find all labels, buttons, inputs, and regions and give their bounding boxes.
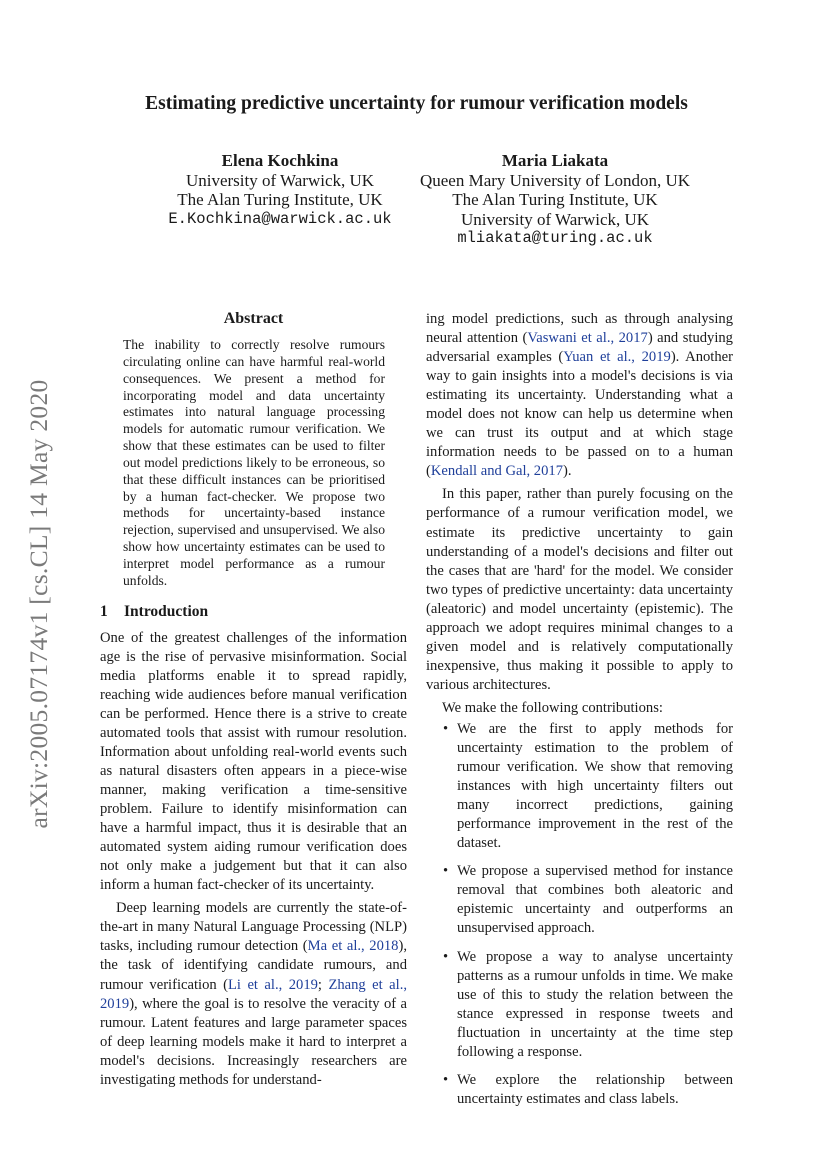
list-item: • We propose a supervised method for instance removal that combines both aleatoric and epistemic uncertainty and outperforms an unsupervised approach.: [426, 862, 733, 938]
author-affiliation: University of Warwick, UK: [460, 209, 650, 229]
author-affiliation: Queen Mary University of London, UK: [419, 170, 691, 190]
contributions-intro: We make the following contributions:: [442, 699, 663, 716]
citation-link[interactable]: Yuan et al., 2019: [563, 349, 671, 366]
section-number: 1: [100, 602, 108, 620]
author-affiliation: The Alan Turing Institute, UK: [452, 190, 658, 209]
intro-paragraph-4: In this paper, rather than purely focusing on the performance of a rumour verification model, we estimate its predictive uncertainty to gain understanding of a model's decisions and filter out the cases that are 'hard' for the model. We consider two types of predictive uncertainty: data uncertainty (aleatoric) and model uncertainty (epistemic). The approach we adopt requires minimal changes to a given model and is relatively computationally inexpensive, thus making it possible to apply to various architectures.: [426, 486, 733, 693]
citation-link[interactable]: Vaswani et al., 2017: [527, 330, 648, 347]
intro-paragraph-2: Deep learning models are currently the state-of-the-art in many Natural Language Processing (NLP) tasks, including rumour detection (Ma et al., 2018), the task of identifying candidate rumours, and rumour verification (Li et al., 2019; Zhang et al., 2019), where the goal is to resolve the veracity of a rumour. Latent features and large parameter spaces of deep learning models make it hard to interpret a model's decisions. Increasingly researchers are investigating methods for understand-: [100, 900, 407, 1088]
intro-paragraph-1: One of the greatest challenges of the information age is the rise of pervasive misinformation. Social media platforms enable it to spread rapidly, reaching wide audiences before manual verification can be performed. Hence there is a strive to create automated tools that assist with rumour resolution. Information about unfolding real-world events such as natural disasters often appears in a piece-wise manner, making verification a time-sensitive problem. Failure to identify misinformation can have a harmful impact, thus it is desirable that an automated system aiding rumour verification does not only make a judgement but that it can also inform a human fact-checker of its uncertainty.: [100, 629, 407, 894]
author-email: E.Kochkina@warwick.ac.uk: [168, 209, 392, 228]
list-item: • We explore the relationship between uncertainty estimates and class labels.: [426, 1071, 733, 1109]
section-title: Introduction: [124, 602, 209, 620]
citation-link[interactable]: Ma et al., 2018: [307, 938, 399, 955]
author-name: Maria Liakata: [501, 151, 609, 170]
citation-link[interactable]: Zhang et al., 2019: [100, 976, 407, 1012]
arxiv-sidebar-stamp: [22, 357, 56, 851]
author-affiliation: The Alan Turing Institute, UK: [177, 190, 383, 209]
intro-paragraph-3: ing model predictions, such as through analysing neural attention (Vaswani et al., 2017) and studying adversarial examples (Yuan et al., 2019). Another way to gain insights into a model's decisions is via estimating its uncertainty. Understanding what a model does not know can help us determine when we can trust its output and at which stage information needs to be passed on to a human (Kendall and Gal, 2017).: [426, 311, 733, 480]
author-email: mliakata@turing.ac.uk: [457, 229, 653, 247]
paper-title: Estimating predictive uncertainty for rumour verification models: [145, 93, 688, 114]
list-item: • We propose a way to analyse uncertainty patterns as a rumour unfolds in time. We make use of this to study the relation between the stance expressed in response tweets and fluctuation in uncertainty at the time step following a response.: [426, 948, 733, 1062]
abstract-heading: Abstract: [223, 310, 284, 327]
contributions-list: [426, 720, 733, 1109]
author-block-2: [410, 151, 700, 249]
author-affiliation: University of Warwick, UK: [185, 170, 375, 190]
abstract-text: The inability to correctly resolve rumours circulating online can have harmful real-world consequences. We present a method for incorporating model and data uncertainty estimates into natural language processing models for automatic rumour verification. We show that these estimates can be used to filter out model predictions likely to be erroneous, so that these difficult instances can be prioritised by a human fact-checker. We propose two methods for uncertainty-based instance rejection, supervised and unsupervised. We also show how uncertainty estimates can be used to interpret model performance as a rumour unfolds.: [123, 337, 385, 588]
list-item: • We are the first to apply methods for uncertainty estimation to the problem of rumour verification. We show that removing instances with high uncertainty filters out many incorrect predictions, gaining performance improvement in the rest of the dataset.: [426, 720, 733, 853]
author-name: Elena Kochkina: [221, 151, 339, 170]
author-block-1: [150, 151, 410, 229]
section-heading-introduction: [100, 603, 407, 621]
citation-link[interactable]: Kendall and Gal, 2017: [430, 463, 563, 480]
right-column: [426, 310, 733, 1118]
arxiv-identifier: arXiv:2005.07174v1 [cs.CL] 14 May 2020: [24, 379, 53, 829]
left-column: [100, 310, 407, 1090]
citation-link[interactable]: Li et al., 2019: [228, 976, 318, 993]
